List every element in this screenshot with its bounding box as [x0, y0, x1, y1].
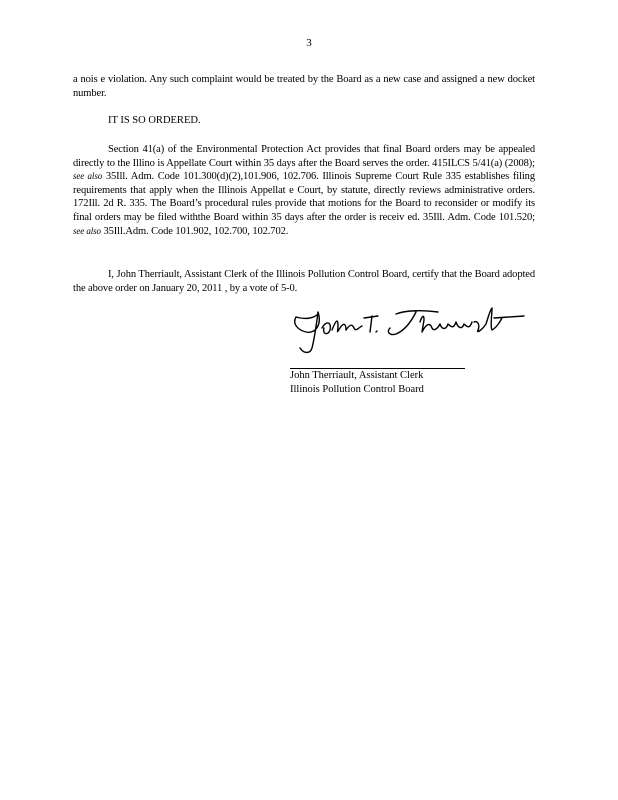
signature-block	[290, 369, 424, 396]
clerk-name: John Therriault, Assistant Clerk	[290, 370, 424, 381]
board-name: Illinois Pollution Control Board	[290, 383, 424, 395]
appeal-text-1: Section 41(a) of the Environmental Protection Act provides that final Board orders may be appealed directly to the Illino is Appellate Court within 35 days after the Board serves the order. 415ILCS 5/41(a) (2008);	[73, 144, 535, 169]
signature-image	[288, 300, 528, 356]
see-also-2: see also	[73, 225, 101, 236]
ordered-statement: IT IS SO ORDERED.	[108, 115, 201, 126]
paragraph-appeal	[73, 143, 535, 238]
see-also-1: see also	[73, 171, 103, 182]
appeal-text-2: 35Ill. Adm. Code 101.300(d)(2),101.906, 102.706. Illinois Supreme Court Rule 335 establishes filing requirements that apply when the Illinois Appellat e Court, by statute, directly reviews administrative orders. 172Ill. 2d R. 335. The Board’s procedural rules provide that motions for the Board to reconsider or modify its final orders may be filed withthe Board within 35 days after the order is receiv ed. 35Ill. Adm. Code 101.520;	[73, 171, 535, 223]
page-number: 3	[306, 37, 312, 49]
paragraph-violation: a nois e violation. Any such complaint would be treated by the Board as a new case and assigned a new docket number.	[73, 74, 535, 99]
appeal-text-3: 35Ill.Adm. Code 101.902, 102.700, 102.702.	[103, 225, 289, 237]
paragraph-certification: I, John Therriault, Assistant Clerk of the Illinois Pollution Control Board, certify that the Board adopted the above order on January 20, 2011 , by a vote of 5-0.	[73, 269, 535, 294]
